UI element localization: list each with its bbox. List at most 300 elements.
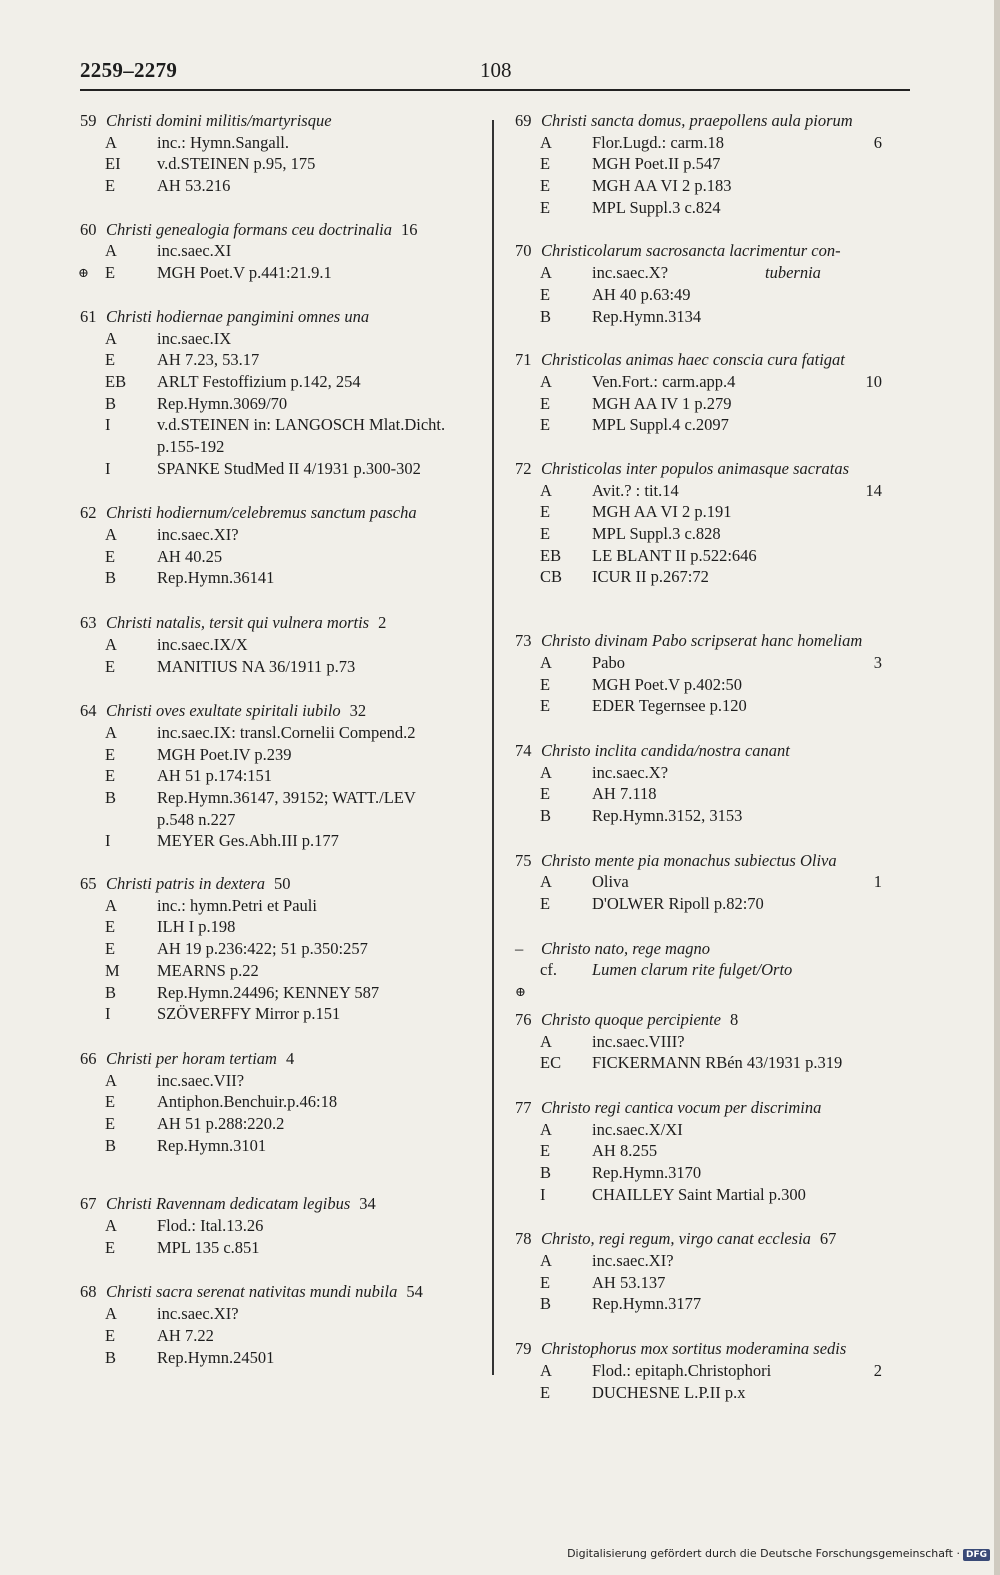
- entry-incipit: Christi sancta domus, praepollens aula piorum: [541, 111, 853, 130]
- entry-number: 67: [80, 1194, 97, 1214]
- reference-text: Rep.Hymn.3134: [592, 306, 702, 326]
- incipit-entry: [515, 938, 910, 1003]
- entry-spacer: [80, 284, 482, 306]
- reference-text: Rep.Hymn.24496; KENNEY 587: [157, 982, 380, 1002]
- reference-code: B: [540, 306, 552, 326]
- incipit-entry: [515, 240, 910, 327]
- reference-text: inc.saec.XI?: [157, 525, 239, 545]
- reference-code: E: [540, 154, 551, 174]
- reference-code: A: [540, 1119, 552, 1139]
- entry-spacer: [515, 827, 910, 850]
- reference-code: B: [105, 1347, 117, 1367]
- verse-count: 67: [819, 1229, 837, 1249]
- entry-spacer: [515, 1074, 910, 1097]
- entry-incipit: Christophorus mox sortitus moderamina sedis: [541, 1339, 847, 1359]
- entry-incipit: Christo divinam Pabo scripserat hanc homeliam: [541, 631, 863, 651]
- reference-text: Oliva: [592, 872, 629, 892]
- entry-spacer: [515, 327, 910, 349]
- reference-code: A: [540, 132, 552, 152]
- reference-line: [515, 1293, 910, 1315]
- entry-incipit: Christo nato, rege magno: [541, 938, 710, 958]
- reference-line: [80, 262, 482, 284]
- reference-line: [80, 458, 482, 480]
- incipit-entry: [80, 1048, 482, 1156]
- reference-line: [80, 153, 482, 175]
- reference-code: A: [105, 895, 117, 915]
- reference-text: inc.saec.IX: [157, 328, 232, 348]
- reference-code: E: [105, 1325, 116, 1345]
- incipit-entry: [80, 873, 482, 1025]
- cross-marker-icon: ⊕: [515, 984, 526, 1000]
- reference-text: FICKERMANN RBén 43/1931 p.319: [592, 1053, 843, 1073]
- reference-text: MPL Suppl.3 c.824: [592, 197, 721, 217]
- reference-text: Rep.Hymn.3069/70: [157, 393, 288, 413]
- reference-line: [80, 1215, 482, 1237]
- entry-incipit: Christi Ravennam dedicatam legibus: [106, 1194, 351, 1214]
- reference-text: inc.saec.VIII?: [592, 1031, 685, 1051]
- entry-number: 64: [80, 701, 97, 721]
- reference-code: A: [105, 634, 117, 654]
- reference-line: [80, 1237, 482, 1259]
- reference-line: [80, 371, 482, 393]
- reference-code: A: [540, 1031, 552, 1051]
- header-rule: [80, 89, 910, 91]
- reference-code: A: [540, 872, 552, 892]
- reference-code: A: [105, 1304, 117, 1324]
- entry-heading: [515, 938, 910, 960]
- entry-number: –: [515, 938, 524, 958]
- reference-line: [515, 871, 910, 893]
- reference-line: [515, 893, 910, 915]
- left-column: [80, 110, 482, 1368]
- reference-line: [80, 414, 482, 436]
- reference-text: inc.saec.IX/X: [157, 634, 248, 654]
- reference-text: inc.saec.X?: [592, 263, 669, 283]
- entry-incipit: Christi per horam tertiam: [106, 1048, 277, 1068]
- incipit-entry: [515, 740, 910, 827]
- reference-code: E: [540, 415, 551, 435]
- reference-line: [515, 695, 910, 717]
- entry-number: 79: [515, 1339, 532, 1359]
- entry-number: 59: [80, 111, 97, 130]
- reference-line: [515, 805, 910, 827]
- reference-text: MGH AA VI 2 p.183: [592, 176, 732, 196]
- reference-text: DUCHESNE L.P.II p.x: [592, 1382, 746, 1402]
- reference-code: EC: [540, 1053, 562, 1073]
- reference-code: E: [105, 350, 116, 370]
- reference-code: E: [540, 284, 551, 304]
- entry-heading: [80, 1281, 482, 1303]
- verse-count: 50: [274, 874, 291, 894]
- reference-text: Flor.Lugd.: carm.18: [592, 132, 724, 152]
- entry-number: 60: [80, 219, 97, 239]
- entry-number: 75: [515, 850, 532, 870]
- entry-number: 78: [515, 1229, 532, 1249]
- reference-line: [515, 1119, 910, 1141]
- footer-text: Digitalisierung gefördert durch die Deutsche Forschungsgemeinschaft ·: [567, 1547, 960, 1560]
- column-divider: [492, 120, 494, 1375]
- incipit-entry: [515, 1338, 910, 1403]
- reference-text: inc.: Hymn.Sangall.: [157, 132, 289, 152]
- incipit-entry: [515, 110, 910, 218]
- entry-heading: [80, 306, 482, 328]
- reference-code: E: [540, 1272, 551, 1292]
- reference-line: [80, 393, 482, 415]
- incipit-entry: [515, 1009, 910, 1074]
- reference-code: E: [105, 1092, 116, 1112]
- reference-code: I: [540, 1184, 546, 1204]
- reference-text: Avit.? : tit.14: [592, 480, 679, 500]
- reference-line: [80, 1303, 482, 1325]
- verse-count: 3: [873, 652, 882, 672]
- reference-line: [80, 1347, 482, 1369]
- reference-text: Antiphon.Benchuir.p.46:18: [157, 1092, 338, 1112]
- reference-code: E: [540, 197, 551, 217]
- reference-text: MPL 135 c.851: [157, 1237, 260, 1257]
- page-number: 108: [480, 58, 512, 82]
- reference-code: E: [540, 696, 551, 716]
- entry-spacer: [515, 436, 910, 458]
- entry-spacer: [515, 915, 910, 938]
- reference-code: B: [105, 393, 117, 413]
- reference-line: [515, 523, 910, 545]
- reference-code: A: [105, 1070, 117, 1090]
- entry-heading: [80, 1048, 482, 1070]
- incipit-entry: [515, 1097, 910, 1205]
- entry-heading: [515, 349, 910, 371]
- reference-line: [80, 567, 482, 589]
- reference-line: [515, 783, 910, 805]
- reference-text: AH 40 p.63:49: [592, 284, 691, 304]
- reference-code: B: [105, 787, 117, 807]
- reference-code: I: [105, 1004, 111, 1024]
- reference-line: [80, 1325, 482, 1347]
- reference-line: [515, 153, 910, 175]
- reference-text: Lumen clarum rite fulget/Orto: [592, 960, 793, 980]
- entry-heading: [80, 1193, 482, 1215]
- verse-count: 14: [865, 480, 882, 500]
- entry-number: 73: [515, 631, 532, 651]
- entry-heading: [515, 1097, 910, 1119]
- entry-spacer: [80, 479, 482, 502]
- reference-code: E: [540, 502, 551, 522]
- entry-heading: [515, 630, 910, 652]
- reference-line: [515, 414, 910, 436]
- reference-code: B: [540, 805, 552, 825]
- reference-line: [80, 787, 482, 809]
- right-column: [515, 110, 910, 1403]
- entry-spacer: [515, 1315, 910, 1338]
- reference-line: [80, 982, 482, 1004]
- entry-number: 66: [80, 1048, 97, 1068]
- entry-incipit: Christi hodiernum/celebremus sanctum pascha: [106, 503, 417, 523]
- reference-code: E: [540, 784, 551, 804]
- reference-line: [80, 656, 482, 678]
- entry-incipit: Christicolarum sacrosancta lacrimentur con-: [541, 241, 841, 261]
- reference-code: EI: [105, 154, 121, 174]
- reference-code: E: [105, 656, 116, 676]
- reference-code: B: [105, 568, 117, 588]
- reference-text: Rep.Hymn.3101: [157, 1135, 267, 1155]
- reference-line: [80, 765, 482, 787]
- reference-text: SPANKE StudMed II 4/1931 p.300-302: [157, 458, 421, 478]
- reference-line: [515, 262, 910, 284]
- entry-heading: [515, 240, 910, 262]
- entry-number: 63: [80, 613, 97, 633]
- page-edge: [994, 0, 1000, 1575]
- incipit-entry: [80, 700, 482, 852]
- reference-line: [515, 1052, 910, 1074]
- incipit-entry: [80, 1193, 482, 1258]
- reference-text: AH 19 p.236:422; 51 p.350:257: [157, 939, 368, 959]
- entry-spacer: [80, 197, 482, 219]
- entry-spacer: [80, 589, 482, 612]
- entry-incipit: Christi genealogia formans ceu doctrinalia: [106, 219, 392, 239]
- reference-line: [515, 306, 910, 328]
- reference-text: Ven.Fort.: carm.app.4: [592, 371, 736, 391]
- reference-code: E: [105, 1113, 116, 1133]
- reference-text: Pabo: [592, 652, 625, 672]
- page-header-range: 2259–2279: [80, 58, 178, 82]
- reference-code: A: [105, 241, 117, 261]
- reference-code: A: [105, 525, 117, 545]
- reference-text: AH 7.22: [157, 1325, 214, 1345]
- reference-line: [515, 1272, 910, 1294]
- reference-code: A: [105, 328, 117, 348]
- reference-text: SZÖVERFFY Mirror p.151: [157, 1004, 341, 1024]
- reference-code: A: [540, 371, 552, 391]
- reference-text: inc.saec.X?: [592, 762, 669, 782]
- entry-heading: [515, 458, 910, 480]
- reference-text: ILH I p.198: [157, 917, 236, 937]
- verse-count: 16: [401, 219, 418, 239]
- reference-line: [515, 1184, 910, 1206]
- entry-number: 77: [515, 1097, 532, 1117]
- verse-count: 2: [873, 1360, 882, 1380]
- entry-incipit: Christi natalis, tersit qui vulnera mortis: [106, 613, 370, 633]
- reference-code: B: [105, 982, 117, 1002]
- reference-line: [80, 744, 482, 766]
- entry-number: 61: [80, 306, 97, 326]
- reference-text: Rep.Hymn.3170: [592, 1162, 702, 1182]
- entry-heading: [80, 110, 482, 132]
- incipit-entry: [80, 306, 482, 480]
- verse-count: 2: [378, 613, 387, 633]
- reference-code: I: [105, 415, 111, 435]
- reference-line: [515, 1250, 910, 1272]
- reference-code: E: [540, 1382, 551, 1402]
- entry-spacer: [515, 717, 910, 740]
- reference-text: MGH Poet.IV p.239: [157, 744, 292, 764]
- reference-line: [80, 240, 482, 262]
- reference-line: [515, 371, 910, 393]
- reference-text: Rep.Hymn.3152, 3153: [592, 805, 743, 825]
- verse-count: 6: [873, 132, 882, 152]
- reference-line: [515, 1360, 910, 1382]
- reference-line: [515, 652, 910, 674]
- reference-line: [80, 1135, 482, 1157]
- entry-incipit: Christo quoque percipiente: [541, 1009, 721, 1029]
- reference-text: ICUR II p.267:72: [592, 567, 709, 587]
- reference-line: [80, 349, 482, 371]
- incipit-entry: [80, 502, 482, 589]
- reference-line: [80, 830, 482, 852]
- reference-line: [515, 762, 910, 784]
- reference-text: MPL Suppl.4 c.2097: [592, 415, 729, 435]
- reference-code: E: [105, 744, 116, 764]
- entry-number: 74: [515, 740, 532, 760]
- reference-code: I: [105, 458, 111, 478]
- reference-line: [515, 284, 910, 306]
- entry-incipit: Christi domini militis/martyrisque: [106, 111, 332, 130]
- entry-heading: [515, 1338, 910, 1360]
- reference-text: AH 53.216: [157, 176, 231, 196]
- reference-code: A: [540, 1360, 552, 1380]
- reference-line: [515, 393, 910, 415]
- entry-incipit: Christi hodiernae pangimini omnes una: [106, 306, 370, 326]
- reference-text: MANITIUS NA 36/1911 p.73: [157, 656, 356, 676]
- reference-text: AH 51 p.288:220.2: [157, 1113, 285, 1133]
- reference-text: AH 8.255: [592, 1141, 658, 1161]
- reference-code: E: [540, 393, 551, 413]
- reference-text: AH 53.137: [592, 1272, 666, 1292]
- entry-number: 76: [515, 1009, 532, 1029]
- reference-text: Rep.Hymn.36147, 39152; WATT./LEV: [157, 787, 416, 807]
- reference-line: [80, 175, 482, 197]
- entry-heading: [515, 110, 910, 132]
- entry-spacer: [80, 1258, 482, 1281]
- entry-heading: [515, 850, 910, 872]
- entry-heading: [80, 700, 482, 722]
- reference-line: [80, 1003, 482, 1025]
- incipit-entry: [515, 850, 910, 915]
- reference-text: AH 7.23, 53.17: [157, 350, 260, 370]
- entry-incipit: Christo regi cantica vocum per discrimina: [541, 1097, 822, 1117]
- incipit-entry: [80, 1281, 482, 1368]
- reference-line: [80, 634, 482, 656]
- reference-line: [80, 895, 482, 917]
- reference-line: [515, 959, 910, 981]
- reference-text: Flod.: Ital.13.26: [157, 1216, 264, 1236]
- incipit-entry: [80, 219, 482, 284]
- incipit-entry: [515, 458, 910, 588]
- reference-line: [80, 938, 482, 960]
- reference-code: E: [540, 1141, 551, 1161]
- cross-marker-icon: ⊕: [78, 265, 89, 281]
- entry-heading: [515, 1009, 910, 1031]
- reference-text: Flod.: epitaph.Christophori: [592, 1360, 772, 1380]
- reference-code: cf.: [540, 960, 557, 980]
- incipit-entry: [515, 349, 910, 436]
- verse-count: 32: [349, 701, 367, 721]
- reference-code: B: [105, 1135, 117, 1155]
- reference-text: MEYER Ges.Abh.III p.177: [157, 831, 339, 851]
- reference-line: [515, 501, 910, 523]
- reference-line: [515, 1031, 910, 1053]
- reference-line: [80, 960, 482, 982]
- reference-text: CHAILLEY Saint Martial p.300: [592, 1184, 806, 1204]
- reference-line: [515, 566, 910, 588]
- reference-text: MGH AA IV 1 p.279: [592, 393, 732, 413]
- reference-text: MGH AA VI 2 p.191: [592, 502, 732, 522]
- incipit-continuation: tubernia: [765, 263, 821, 283]
- reference-code: E: [105, 176, 116, 196]
- reference-text: AH 7.118: [592, 784, 657, 804]
- entry-incipit: Christicolas animas haec conscia cura fatigat: [541, 350, 845, 370]
- reference-text: inc.saec.X/XI: [592, 1119, 683, 1139]
- entry-spacer: [515, 588, 910, 630]
- reference-continuation: p.155-192: [157, 436, 225, 456]
- reference-line: [515, 1140, 910, 1162]
- reference-text: v.d.STEINEN in: LANGOSCH Mlat.Dicht.: [157, 415, 446, 435]
- reference-code: E: [105, 917, 116, 937]
- entry-heading: [515, 740, 910, 762]
- entry-number: 71: [515, 350, 532, 370]
- entry-spacer: [80, 677, 482, 700]
- verse-count: 10: [865, 371, 882, 391]
- reference-line: [80, 132, 482, 154]
- reference-code: E: [540, 176, 551, 196]
- reference-text: inc.saec.IX: transl.Cornelii Compend.2: [157, 722, 416, 742]
- reference-line: [80, 1091, 482, 1113]
- incipit-entry: [515, 630, 910, 717]
- reference-text: Rep.Hymn.24501: [157, 1347, 275, 1367]
- reference-code: A: [540, 263, 552, 283]
- entry-number: 68: [80, 1282, 97, 1302]
- reference-line: [80, 1113, 482, 1135]
- entry-spacer: [515, 1205, 910, 1228]
- entry-number: 65: [80, 874, 97, 894]
- reference-text: inc.saec.VII?: [157, 1070, 245, 1090]
- reference-line: [515, 1162, 910, 1184]
- reference-code: E: [105, 263, 116, 283]
- reference-text: inc.saec.XI: [157, 241, 232, 261]
- reference-code: A: [540, 762, 552, 782]
- reference-line: [515, 674, 910, 696]
- reference-line: [80, 328, 482, 350]
- reference-continuation: p.548 n.227: [157, 809, 236, 829]
- reference-text: AH 51 p.174:151: [157, 766, 273, 786]
- incipit-entry: [80, 612, 482, 677]
- reference-line: [515, 132, 910, 154]
- reference-line: [80, 916, 482, 938]
- reference-code: A: [105, 132, 117, 152]
- entry-number: 70: [515, 241, 532, 261]
- entry-number: 72: [515, 458, 532, 478]
- reference-text: MGH Poet.V p.402:50: [592, 674, 743, 694]
- reference-text: inc.: hymn.Petri et Pauli: [157, 895, 317, 915]
- entry-incipit: Christo, regi regum, virgo canat ecclesia: [541, 1229, 811, 1249]
- reference-line: [80, 1070, 482, 1092]
- reference-code: E: [105, 766, 116, 786]
- reference-code: CB: [540, 567, 563, 587]
- reference-text: ARLT Festoffizium p.142, 254: [157, 371, 361, 391]
- entry-heading: [80, 612, 482, 634]
- reference-code: A: [105, 1216, 117, 1236]
- dfg-logo: DFG: [963, 1549, 990, 1561]
- reference-text: LE BLANT II p.522:646: [592, 545, 757, 565]
- verse-count: 4: [285, 1048, 295, 1068]
- entry-spacer: [80, 852, 482, 873]
- reference-code: M: [105, 960, 120, 980]
- reference-code: E: [105, 1237, 116, 1257]
- reference-line: [80, 546, 482, 568]
- reference-code: A: [540, 480, 552, 500]
- incipit-entry: [80, 110, 482, 197]
- verse-count: 1: [873, 872, 882, 892]
- reference-line: [515, 545, 910, 567]
- reference-code: A: [540, 652, 552, 672]
